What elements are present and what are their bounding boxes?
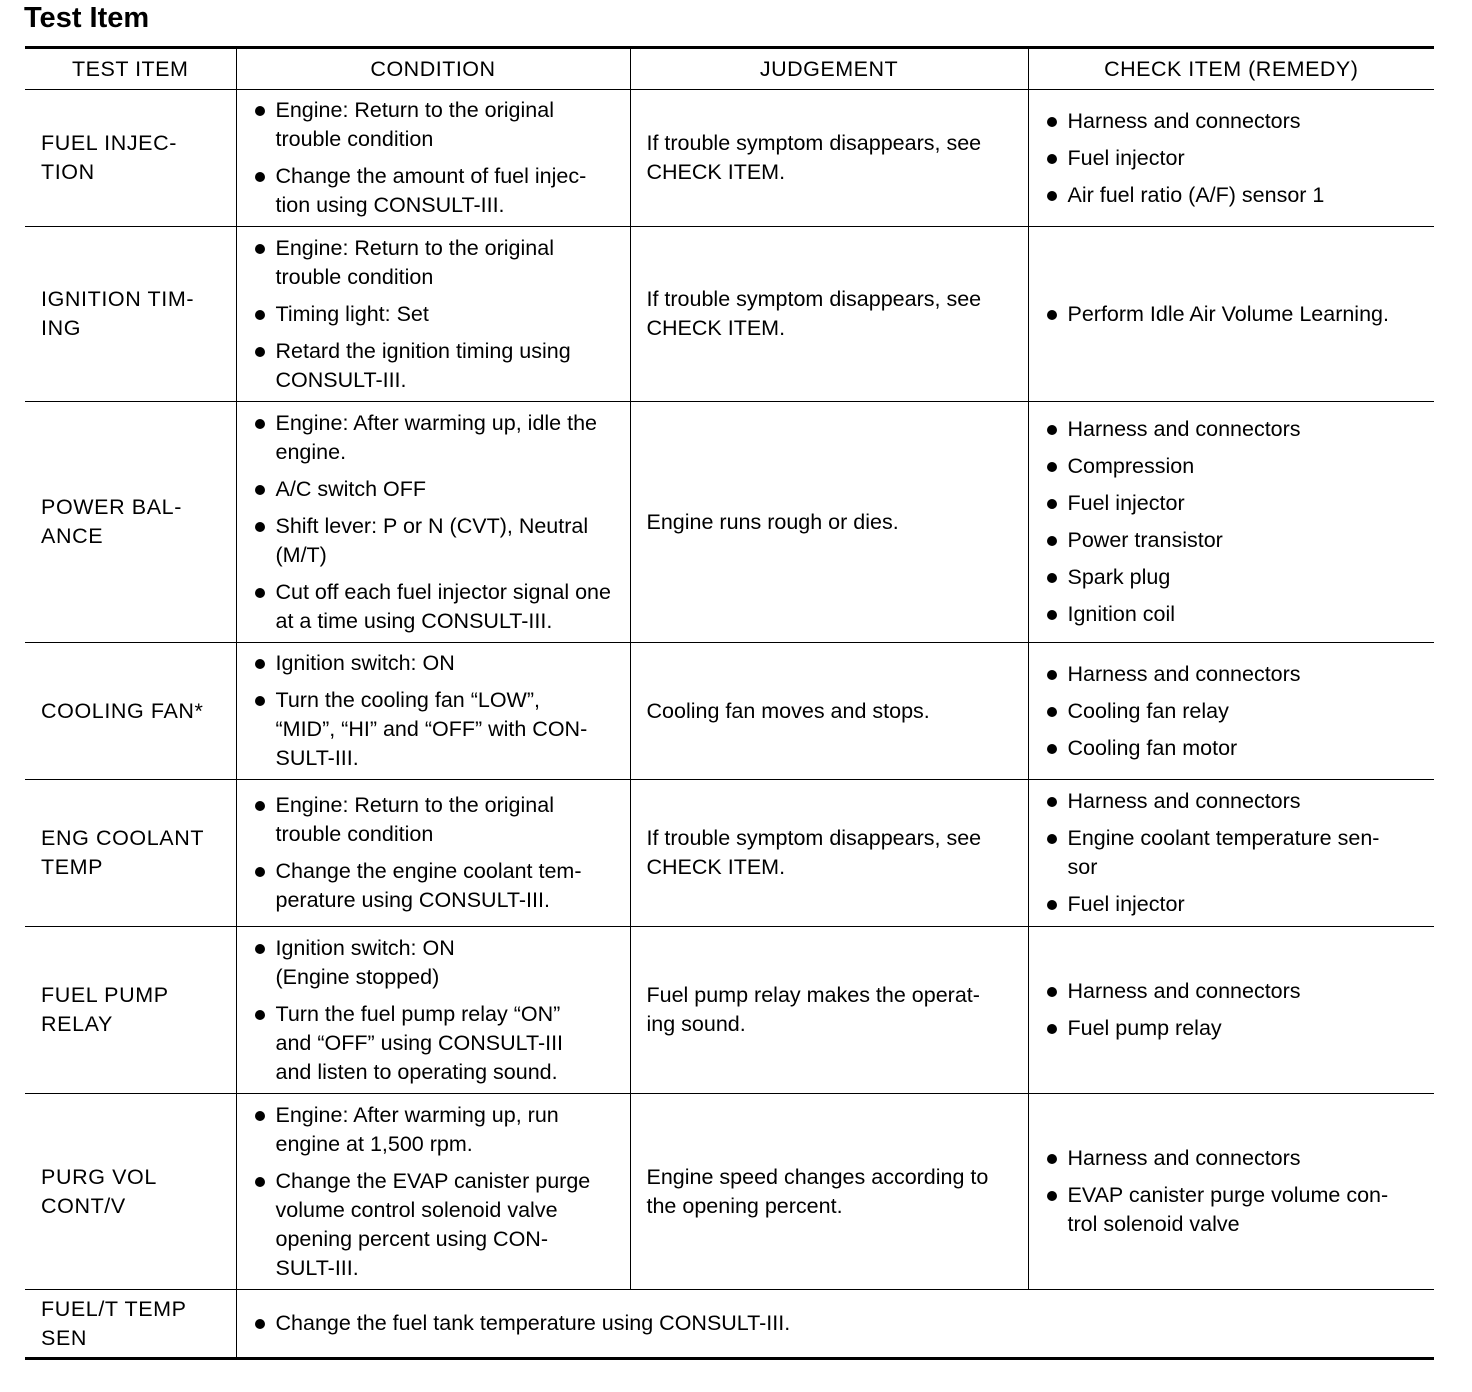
judgement-cell: Cooling fan moves and stops. xyxy=(630,643,1028,780)
condition-bullet: Engine: Return to the original trouble condition xyxy=(251,234,624,292)
bullet-icon xyxy=(255,1319,265,1329)
bullet-icon xyxy=(1047,573,1057,583)
check-bullet: Cooling fan relay xyxy=(1043,697,1429,726)
table-row xyxy=(25,402,1434,643)
condition-cell xyxy=(236,643,630,780)
check-bullet: Perform Idle Air Volume Learning. xyxy=(1043,300,1429,329)
check-bullet: Cooling fan motor xyxy=(1043,734,1429,763)
test-item-cell: FUEL INJEC- TION xyxy=(25,90,236,227)
bullet-icon xyxy=(1047,987,1057,997)
condition-bullet: Cut off each fuel injector signal one at a time using CONSULT-III. xyxy=(251,578,624,636)
condition-bullet: Engine: Return to the original trouble condition xyxy=(251,96,624,154)
bullet-icon xyxy=(255,244,265,254)
judgement-cell: Engine runs rough or dies. xyxy=(630,402,1028,643)
table-row xyxy=(25,643,1434,780)
condition-bullet: Turn the fuel pump relay “ON” and “OFF” using CONSULT-III and listen to operating sound. xyxy=(251,1000,624,1087)
check-item-cell xyxy=(1028,90,1434,227)
check-bullet: Compression xyxy=(1043,452,1429,481)
condition-bullet: Engine: After warming up, run engine at 1,500 rpm. xyxy=(251,1101,624,1159)
table-row xyxy=(25,780,1434,927)
table-header-row xyxy=(25,48,1434,90)
check-bullet: Fuel injector xyxy=(1043,890,1429,919)
bullet-icon xyxy=(1047,797,1057,807)
condition-cell xyxy=(236,1094,630,1290)
bullet-icon xyxy=(255,419,265,429)
judgement-cell: If trouble symptom disappears, see CHECK ITEM. xyxy=(630,780,1028,927)
check-item-cell xyxy=(1028,1094,1434,1290)
condition-bullet: Change the EVAP canister purge volume control solenoid valve opening percent using CON- SULT-III. xyxy=(251,1167,624,1283)
bullet-icon xyxy=(255,106,265,116)
check-bullet: Fuel injector xyxy=(1043,144,1429,173)
bullet-icon xyxy=(255,867,265,877)
judgement-cell: If trouble symptom disappears, see CHECK ITEM. xyxy=(630,227,1028,402)
header-judgement: JUDGEMENT xyxy=(630,48,1028,90)
table-row xyxy=(25,227,1434,402)
bullet-icon xyxy=(1047,191,1057,201)
bullet-icon xyxy=(1047,1154,1057,1164)
check-bullet: Harness and connectors xyxy=(1043,415,1429,444)
judgement-cell: Fuel pump relay makes the operat- ing sound. xyxy=(630,927,1028,1094)
check-item-cell xyxy=(1028,927,1434,1094)
bullet-icon xyxy=(1047,462,1057,472)
bullet-icon xyxy=(255,801,265,811)
condition-bullet: Engine: After warming up, idle the engine. xyxy=(251,409,624,467)
judgement-cell: If trouble symptom disappears, see CHECK ITEM. xyxy=(630,90,1028,227)
bullet-icon xyxy=(1047,154,1057,164)
header-test-item: TEST ITEM xyxy=(25,48,236,90)
check-bullet: Harness and connectors xyxy=(1043,660,1429,689)
condition-cell xyxy=(236,927,630,1094)
check-bullet: Harness and connectors xyxy=(1043,787,1429,816)
bullet-icon xyxy=(255,310,265,320)
condition-cell xyxy=(236,1290,1434,1359)
condition-bullet: Change the engine coolant tem- perature using CONSULT-III. xyxy=(251,857,624,915)
table-row xyxy=(25,90,1434,227)
header-check-item: CHECK ITEM (REMEDY) xyxy=(1028,48,1434,90)
test-item-cell: COOLING FAN* xyxy=(25,643,236,780)
condition-bullet: Retard the ignition timing using CONSULT-III. xyxy=(251,337,624,395)
bullet-icon xyxy=(255,588,265,598)
check-item-cell xyxy=(1028,780,1434,927)
check-bullet: EVAP canister purge volume con- trol solenoid valve xyxy=(1043,1181,1429,1239)
bullet-icon xyxy=(1047,536,1057,546)
bullet-icon xyxy=(1047,499,1057,509)
page-title: Test Item xyxy=(24,2,150,34)
check-item-cell xyxy=(1028,227,1434,402)
bullet-icon xyxy=(255,1010,265,1020)
test-item-cell: FUEL PUMP RELAY xyxy=(25,927,236,1094)
table-row xyxy=(25,1094,1434,1290)
check-bullet: Power transistor xyxy=(1043,526,1429,555)
bullet-icon xyxy=(255,347,265,357)
bullet-icon xyxy=(1047,610,1057,620)
bullet-icon xyxy=(1047,310,1057,320)
bullet-icon xyxy=(1047,834,1057,844)
check-bullet: Fuel injector xyxy=(1043,489,1429,518)
condition-cell xyxy=(236,402,630,643)
check-bullet: Fuel pump relay xyxy=(1043,1014,1429,1043)
condition-cell xyxy=(236,90,630,227)
check-bullet: Harness and connectors xyxy=(1043,1144,1429,1173)
header-condition: CONDITION xyxy=(236,48,630,90)
check-bullet: Ignition coil xyxy=(1043,600,1429,629)
bullet-icon xyxy=(1047,900,1057,910)
condition-bullet: Shift lever: P or N (CVT), Neutral (M/T) xyxy=(251,512,624,570)
condition-bullet: Ignition switch: ON (Engine stopped) xyxy=(251,934,624,992)
condition-cell xyxy=(236,780,630,927)
check-bullet: Spark plug xyxy=(1043,563,1429,592)
condition-bullet: Engine: Return to the original trouble condition xyxy=(251,791,624,849)
bullet-icon xyxy=(1047,425,1057,435)
bullet-icon xyxy=(255,522,265,532)
condition-bullet: A/C switch OFF xyxy=(251,475,624,504)
check-item-cell xyxy=(1028,402,1434,643)
bullet-icon xyxy=(1047,1191,1057,1201)
test-item-cell: IGNITION TIM- ING xyxy=(25,227,236,402)
bullet-icon xyxy=(1047,744,1057,754)
test-item-table xyxy=(25,46,1434,1360)
table-row xyxy=(25,927,1434,1094)
check-bullet: Harness and connectors xyxy=(1043,977,1429,1006)
test-item-cell: ENG COOLANT TEMP xyxy=(25,780,236,927)
table-row xyxy=(25,1290,1434,1359)
bullet-icon xyxy=(1047,117,1057,127)
test-item-cell: POWER BAL- ANCE xyxy=(25,402,236,643)
judgement-cell: Engine speed changes according to the opening percent. xyxy=(630,1094,1028,1290)
bullet-icon xyxy=(255,944,265,954)
bullet-icon xyxy=(1047,1024,1057,1034)
bullet-icon xyxy=(255,696,265,706)
bullet-icon xyxy=(255,172,265,182)
test-item-cell: FUEL/T TEMP SEN xyxy=(41,1296,187,1350)
condition-bullet: Ignition switch: ON xyxy=(251,649,624,678)
bullet-icon xyxy=(1047,670,1057,680)
bullet-icon xyxy=(1047,707,1057,717)
check-bullet: Air fuel ratio (A/F) sensor 1 xyxy=(1043,181,1429,210)
bullet-icon xyxy=(255,659,265,669)
condition-bullet: Turn the cooling fan “LOW”, “MID”, “HI” and “OFF” with CON- SULT-III. xyxy=(251,686,624,773)
condition-bullet: Change the amount of fuel injec- tion using CONSULT-III. xyxy=(251,162,624,220)
bullet-icon xyxy=(255,1177,265,1187)
check-item-cell xyxy=(1028,643,1434,780)
bullet-icon xyxy=(255,1111,265,1121)
condition-bullet: Timing light: Set xyxy=(251,300,624,329)
condition-cell xyxy=(236,227,630,402)
test-item-cell: PURG VOL CONT/V xyxy=(25,1094,236,1290)
check-bullet: Harness and connectors xyxy=(1043,107,1429,136)
check-bullet: Engine coolant temperature sen- sor xyxy=(1043,824,1429,882)
bullet-icon xyxy=(255,485,265,495)
condition-bullet: Change the fuel tank temperature using CONSULT-III. xyxy=(251,1309,1429,1338)
